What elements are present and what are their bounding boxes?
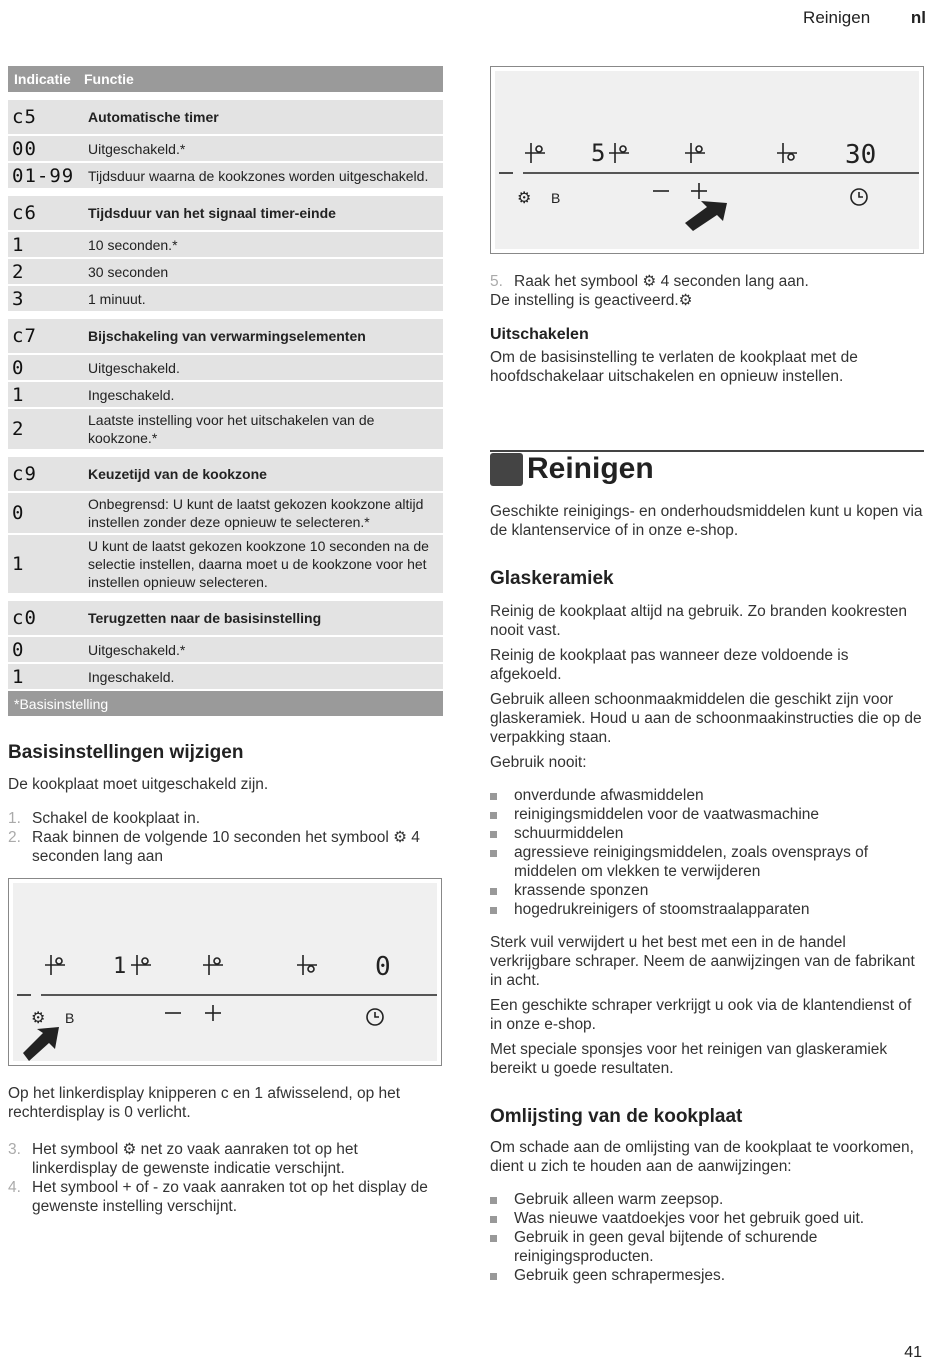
indicator-value: 1 [12,233,25,256]
header-lang: nl [910,8,926,27]
left-column [8,66,444,1216]
steps-a [8,809,444,866]
table-group-row [8,100,443,134]
function-text: Onbegrensd: U kunt de laatst gekozen kookzone altijd instellen zonder deze opnieuw te selecteren.* [88,496,424,530]
th-functie: Functie [84,71,134,87]
oml-list [490,1190,924,1285]
svg-text:5: 5 [591,139,606,167]
glas-p4: Gebruik nooit: [490,754,587,771]
glas-p6: Een geschikte schraper verkrijgt u ook via de klantendienst of in onze e-shop. [490,997,912,1033]
basis-section [8,742,444,866]
svg-text:⚙: ⚙ [517,190,532,207]
function-text: 30 seconden [88,263,169,280]
oml-heading: Omlijsting van de kookplaat [490,1106,743,1127]
list-item: Gebruik in geen geval bijtende of schurende reinigingsproducten. [490,1228,924,1266]
function-text: Uitgeschakeld.* [88,641,186,658]
control-panel-right [490,66,924,254]
indicator-code: c0 [12,607,37,629]
group-title: Automatische timer [88,109,219,125]
page-number: 41 [904,1344,922,1361]
indicator-code: c5 [12,106,37,128]
step-2: 2. Raak binnen de volgende 10 seconden het symbool ⚙ 4 seconden lang aan [8,829,420,865]
indicator-code: c7 [12,325,37,347]
glas-list [490,786,924,919]
group-title: Keuzetijd van de kookzone [88,466,267,482]
list-item: krassende sponzen [490,881,924,900]
indicator-value: 0 [12,502,25,524]
control-panel-left [8,878,442,1066]
table-group-row [8,319,443,353]
control-panel-svg [13,883,437,1061]
table-row [8,535,443,593]
function-text: U kunt de laatst gekozen kookzone 10 seconden na de selectie instellen, daarna moet u de kookzone voor het instellen opnieuw selecteren. [88,538,429,590]
oml-text: Om schade aan de omlijsting van de kookplaat te voorkomen, dient u zich te houden aan de aanwijzingen: [490,1139,914,1175]
zone-icon-1 [45,955,65,975]
zone-icon-4 [297,955,317,975]
table-footnote: *Basisinstelling [8,691,443,716]
function-text: 10 seconden.* [88,236,178,253]
function-text: Ingeschakeld. [88,668,175,685]
table-row [8,382,443,407]
step-4: 4. Het symbool + of - zo vaak aanraken tot op het display de gewenste instelling verschijnt. [8,1179,428,1215]
list-item: Gebruik alleen warm zeepsop. [490,1190,924,1209]
function-text: Uitgeschakeld. [88,359,180,376]
function-text: Ingeschakeld. [88,386,175,403]
list-item: Was nieuwe vaatdoekjes voor het gebruik goed uit. [490,1209,924,1228]
blink-text: Op het linkerdisplay knipperen c en 1 afwisselend, op het rechterdisplay is 0 verlicht. [8,1085,401,1121]
function-text: Tijdsduur waarna de kookzones worden uitgeschakeld. [88,167,429,184]
arrow-pointer-right [685,201,727,231]
svg-text:⚙: ⚙ [31,1010,46,1027]
step-3: 3. Het symbool ⚙ net zo vaak aanraken tot op het linkerdisplay de gewenste indicatie verschijnt. [8,1141,358,1177]
svg-text:1: 1 [113,954,127,979]
svg-text:30: 30 [845,140,877,170]
reinigen-heading: Reinigen [527,452,654,485]
table-row [8,664,443,689]
group-title: Terugzetten naar de basisinstelling [88,610,322,626]
indicator-value: 0 [12,356,25,379]
step-5: 5. Raak het symbool ⚙ 4 seconden lang aan. [490,273,809,290]
basis-heading: Basisinstellingen wijzigen [8,742,244,763]
indicator-value: 01-99 [12,164,75,187]
table-row [8,163,443,188]
svg-text:0: 0 [375,952,391,982]
reinigen-heading-block [490,450,924,486]
table-row [8,637,443,662]
indicator-value: 00 [12,137,37,160]
indicator-code: c6 [12,202,37,224]
indicator-value: 3 [12,287,25,310]
indicator-value: 1 [12,383,25,406]
list-item: schuurmiddelen [490,824,924,843]
page-header [803,8,926,28]
arrow-pointer [23,1027,59,1061]
uit-text: Om de basisinstelling te verlaten de kookplaat met de hoofdschakelaar uitschakelen en opnieuw instellen. [490,349,858,385]
settings-table [8,66,443,716]
step-1: 1. Schakel de kookplaat in. [8,810,201,827]
steps-b [8,1140,444,1216]
indicator-value: 1 [12,665,25,688]
indicator-code: c9 [12,463,37,485]
table-group-row [8,601,443,635]
table-row [8,136,443,161]
table-row [8,409,443,449]
table-header [8,66,443,92]
glas-p1: Reinig de kookplaat altijd na gebruik. Zo branden kookresten nooit vast. [490,603,908,639]
glas-p7: Met speciale sponsjes voor het reinigen van glaskeramiek bereikt u goede resultaten. [490,1041,888,1077]
function-text: Uitgeschakeld.* [88,140,186,157]
indicator-value: 2 [12,418,25,440]
table-body [8,100,443,689]
group-title: Bijschakeling van verwarmingselementen [88,328,366,344]
table-group-row [8,457,443,491]
svg-text:B: B [65,1010,75,1026]
right-column [490,66,924,1285]
indicator-value: 1 [12,553,25,575]
header-section: Reinigen [803,8,871,27]
function-text: Laatste instelling voor het uitschakelen van de kookzone.* [88,412,375,446]
cleaning-icon [490,453,523,486]
group-title: Tijdsduur van het signaal timer-einde [88,205,336,221]
svg-text:B: B [551,190,561,206]
th-indicatie: Indicatie [14,71,71,87]
list-item: Gebruik geen schrapermesjes. [490,1266,924,1285]
list-item: hogedrukreinigers of stoomstraalapparaten [490,900,924,919]
table-group-row [8,196,443,230]
table-row [8,259,443,284]
activated-text: De instelling is geactiveerd.⚙ [490,292,693,309]
glas-p3: Gebruik alleen schoonmaakmiddelen die geschikt zijn voor glaskeramiek. Houd u aan de schoonmaakinstructies die op de verpakking staan. [490,691,922,746]
zone-icon-2 [131,955,151,975]
uit-heading: Uitschakelen [490,326,589,343]
zone-icon-3 [203,955,223,975]
list-item: onverdunde afwasmiddelen [490,786,924,805]
indicator-value: 2 [12,260,25,283]
basis-text: De kookplaat moet uitgeschakeld zijn. [8,776,269,793]
table-row [8,355,443,380]
list-item: agressieve reinigingsmiddelen, zoals ovensprays of middelen om vlekken te verwijderen [490,843,924,881]
control-panel-right-svg [495,71,919,249]
list-item: reinigingsmiddelen voor de vaatwasmachine [490,805,924,824]
table-row [8,493,443,533]
glas-p2: Reinig de kookplaat pas wanneer deze voldoende is afgekoeld. [490,647,849,683]
glas-heading: Glaskeramiek [490,568,614,589]
indicator-value: 0 [12,638,25,661]
function-text: 1 minuut. [88,290,146,307]
glas-p5: Sterk vuil verwijdert u het best met een in de handel verkrijgbare schraper. Neem de aanwijzingen van de fabrikant in acht. [490,934,915,989]
reinigen-text: Geschikte reinigings- en onderhoudsmiddelen kunt u kopen via de klantenservice of in onze e-shop. [490,503,923,539]
table-row [8,286,443,311]
table-row [8,232,443,257]
